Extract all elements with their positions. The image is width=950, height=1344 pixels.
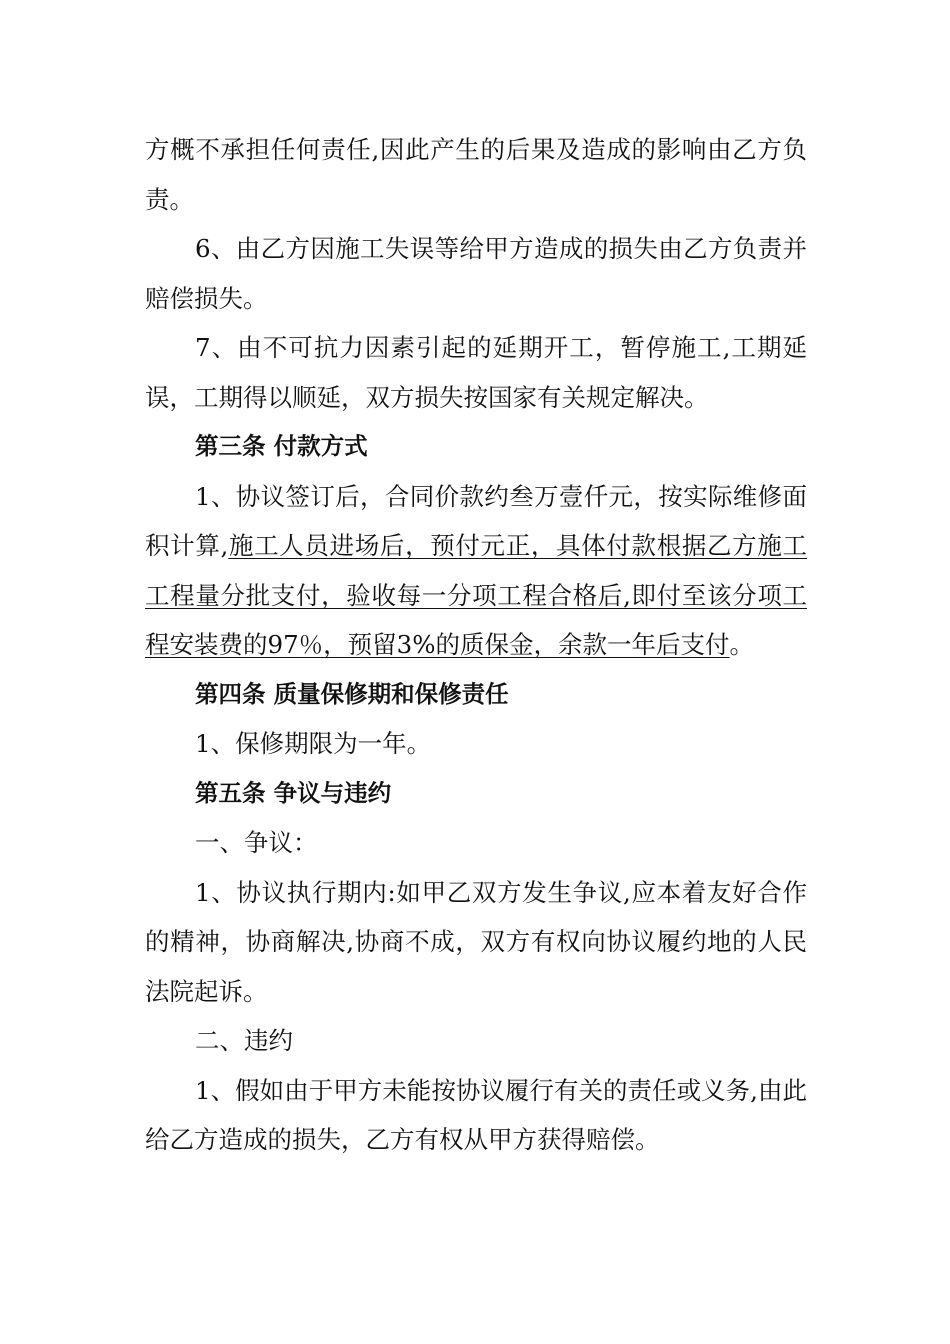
payment-terms-text: 1、协议签订后，合同价款约叁万壹仟元，按实际维修面积计算, xyxy=(145,481,807,560)
subheading-dispute: 一、争议： xyxy=(195,828,318,857)
heading-article-5: 第五条 争议与违约 xyxy=(195,778,392,807)
paragraph-liability-continued: 方概不承担任何责任,因此产生的后果及造成的影响由乙方负责。 xyxy=(145,135,807,214)
payment-terms-underlined: 施工人员进场后，预付元正，具体付款根据乙方施工工程量分批支付，验收每一分项工程合格后,即付至该分项工程安装费的97％，预留3%的质保金，余款一年后支付 xyxy=(145,531,807,659)
paragraph-warranty-period: 1、保修期限为一年。 xyxy=(195,729,432,758)
paragraph-payment-terms xyxy=(145,472,807,670)
subheading-breach: 二、违约 xyxy=(195,1026,293,1055)
payment-terms-end: 。 xyxy=(729,630,755,659)
heading-article-4: 第四条 质量保修期和保修责任 xyxy=(195,679,509,708)
paragraph-clause-7: 7、由不可抗力因素引起的延期开工，暂停施工,工期延误，工期得以顺延，双方损失按国家有关规定解决。 xyxy=(145,333,807,412)
heading-article-3: 第三条 付款方式 xyxy=(195,432,368,460)
paragraph-dispute-resolution: 1、协议执行期内:如甲乙双方发生争议,应本着友好合作的精神，协商解决,协商不成，双方有权向协议履约地的人民法院起诉。 xyxy=(145,877,807,1006)
contract-body xyxy=(145,125,807,1165)
paragraph-breach-compensation: 1、假如由于甲方未能按协议履行有关的责任或义务,由此给乙方造成的损失，乙方有权从甲方获得赔偿。 xyxy=(145,1075,807,1154)
paragraph-clause-6: 6、由乙方因施工失误等给甲方造成的损失由乙方负责并赔偿损失。 xyxy=(145,234,807,313)
